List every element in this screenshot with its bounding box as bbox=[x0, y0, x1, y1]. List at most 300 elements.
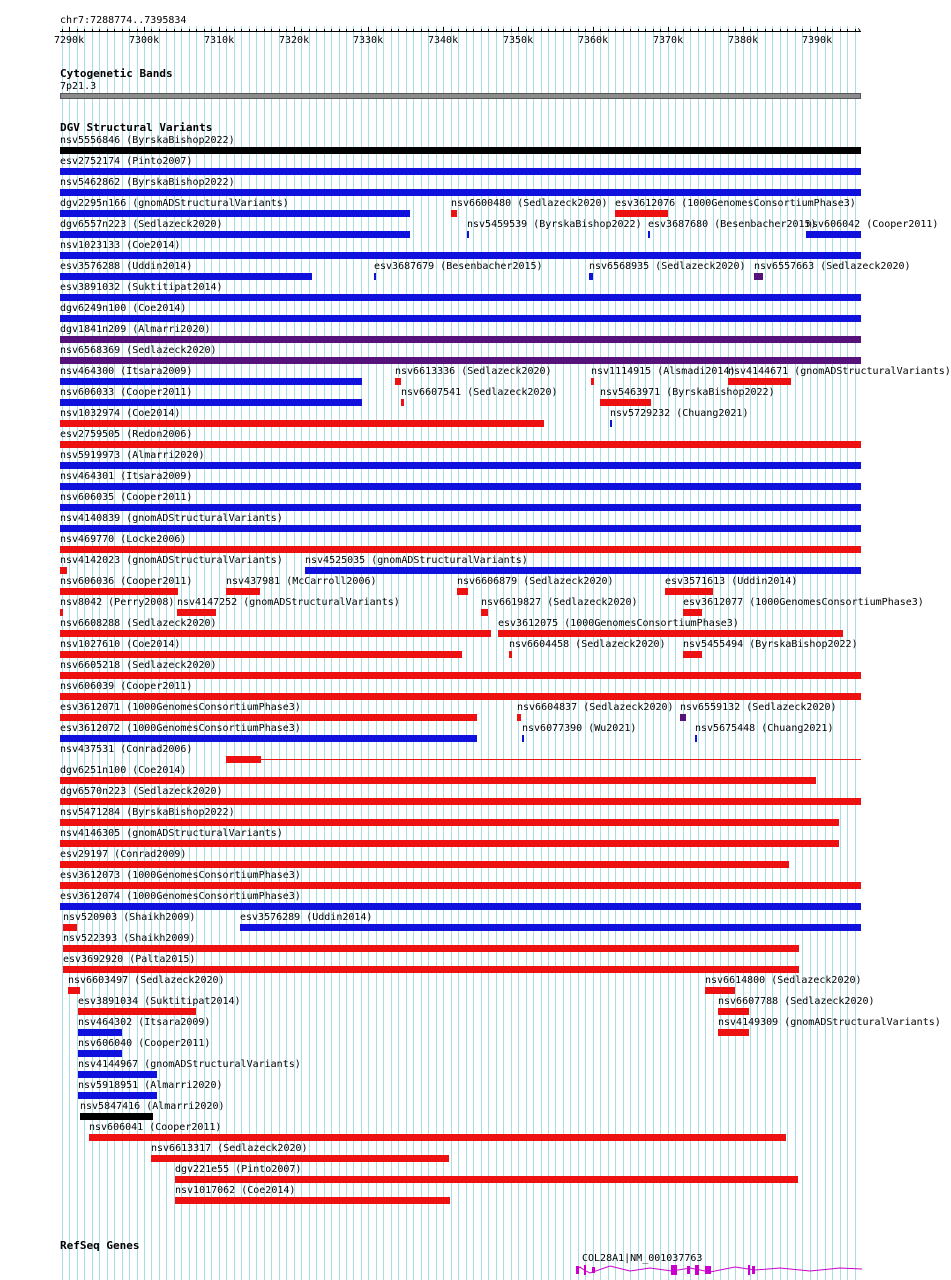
gene-model[interactable] bbox=[570, 1262, 865, 1278]
variant-label[interactable]: nsv522393 (Shaikh2009) bbox=[63, 933, 196, 944]
ruler-minor-tick bbox=[832, 29, 833, 32]
variant-label[interactable]: nsv6557663 (Sedlazeck2020) bbox=[754, 261, 911, 272]
exon bbox=[671, 1265, 677, 1275]
ruler-minor-tick bbox=[279, 29, 280, 32]
grid-line bbox=[780, 26, 781, 1280]
grid-line bbox=[578, 26, 579, 1280]
ruler-tick-label: 7310k bbox=[204, 35, 235, 46]
variant-label[interactable]: esv3571613 (Uddin2014) bbox=[665, 576, 798, 587]
grid-line bbox=[847, 26, 848, 1280]
variant-bar-loss[interactable] bbox=[175, 1176, 798, 1183]
ruler-minor-tick bbox=[847, 29, 848, 32]
ruler-minor-tick bbox=[346, 29, 347, 32]
variant-label[interactable]: nsv606041 (Cooper2011) bbox=[89, 1122, 222, 1133]
variant-label[interactable]: nsv5918951 (Almarri2020) bbox=[78, 1080, 223, 1091]
ruler-minor-tick bbox=[421, 29, 422, 32]
ruler-minor-tick bbox=[488, 29, 489, 32]
variant-label[interactable]: esv3891034 (Suktitipat2014) bbox=[78, 996, 241, 1007]
variant-label[interactable]: nsv5463971 (ByrskaBishop2022) bbox=[600, 387, 775, 398]
variant-label[interactable]: esv3612073 (1000GenomesConsortiumPhase3) bbox=[60, 870, 301, 881]
variant-label[interactable]: nsv606040 (Cooper2011) bbox=[78, 1038, 211, 1049]
variant-bar-loss[interactable] bbox=[718, 1008, 749, 1015]
ruler-minor-tick bbox=[234, 29, 235, 32]
ruler-minor-tick bbox=[256, 29, 257, 32]
variant-label[interactable]: nsv606035 (Cooper2011) bbox=[60, 492, 193, 503]
ruler-minor-tick bbox=[62, 29, 63, 32]
variant-label[interactable]: nsv6568369 (Sedlazeck2020) bbox=[60, 345, 217, 356]
ruler-minor-tick bbox=[555, 29, 556, 32]
grid-line bbox=[840, 26, 841, 1280]
variant-bar-loss[interactable] bbox=[60, 651, 462, 658]
variant-bar-both[interactable] bbox=[60, 357, 861, 364]
variant-label[interactable]: esv3612072 (1000GenomesConsortiumPhase3) bbox=[60, 723, 301, 734]
variant-label[interactable]: nsv464301 (Itsara2009) bbox=[60, 471, 193, 482]
variant-label[interactable]: nsv4140839 (gnomADStructuralVariants) bbox=[60, 513, 283, 524]
grid-line bbox=[608, 26, 609, 1280]
variant-bar-loss[interactable] bbox=[89, 1134, 786, 1141]
variant-label[interactable]: esv3687680 (Besenbacher2015) bbox=[648, 219, 817, 230]
grid-line bbox=[855, 26, 856, 1280]
variant-label[interactable]: nsv5847416 (Almarri2020) bbox=[80, 1101, 225, 1112]
variant-label[interactable]: nsv1017062 (Coe2014) bbox=[175, 1185, 296, 1196]
ruler-minor-tick bbox=[541, 29, 542, 32]
grid-line bbox=[832, 26, 833, 1280]
grid-line bbox=[570, 26, 571, 1280]
ruler-minor-tick bbox=[653, 29, 654, 32]
variant-bar-loss[interactable] bbox=[68, 987, 80, 994]
ruler-minor-tick bbox=[481, 29, 482, 32]
variant-label[interactable]: nsv4525035 (gnomADStructuralVariants) bbox=[305, 555, 528, 566]
exon bbox=[695, 1265, 699, 1275]
variant-bar-gain[interactable] bbox=[60, 525, 861, 532]
ruler-major-tick bbox=[69, 27, 70, 32]
variant-label[interactable]: dgv221e55 (Pinto2007) bbox=[175, 1164, 302, 1175]
variant-bar-loss[interactable] bbox=[401, 399, 404, 406]
variant-label[interactable]: esv3576289 (Uddin2014) bbox=[240, 912, 373, 923]
variant-bar-gain[interactable] bbox=[60, 903, 861, 910]
variant-bar-gain[interactable] bbox=[78, 1029, 122, 1036]
variant-label[interactable]: esv3612071 (1000GenomesConsortiumPhase3) bbox=[60, 702, 301, 713]
grid-line bbox=[466, 26, 467, 1280]
ruler-end-arrow: › bbox=[856, 25, 863, 36]
variant-bar-gain[interactable] bbox=[305, 567, 861, 574]
variant-bar-loss[interactable] bbox=[683, 609, 702, 616]
ruler-minor-tick bbox=[578, 29, 579, 32]
variant-bar-loss[interactable] bbox=[60, 693, 861, 700]
grid-line bbox=[675, 26, 676, 1280]
variant-bar-gain[interactable] bbox=[60, 231, 410, 238]
variant-label[interactable]: dgv6249n100 (Coe2014) bbox=[60, 303, 187, 314]
variant-span-line bbox=[261, 759, 861, 760]
ruler-minor-tick bbox=[473, 29, 474, 32]
dgv-track-title: DGV Structural Variants bbox=[60, 121, 213, 134]
variant-bar-loss[interactable] bbox=[226, 756, 261, 763]
ruler-minor-tick bbox=[466, 29, 467, 32]
variant-label[interactable]: dgv1841n209 (Almarri2020) bbox=[60, 324, 211, 335]
variant-label[interactable]: nsv5919973 (Almarri2020) bbox=[60, 450, 205, 461]
exon bbox=[752, 1266, 755, 1274]
variant-label[interactable]: nsv6604837 (Sedlazeck2020) bbox=[517, 702, 674, 713]
ruler-minor-tick bbox=[630, 29, 631, 32]
variant-bar-loss[interactable] bbox=[60, 420, 544, 427]
ruler-minor-tick bbox=[77, 29, 78, 32]
variant-label[interactable]: nsv6077390 (Wu2021) bbox=[522, 723, 637, 734]
variant-label[interactable]: nsv469770 (Locke2006) bbox=[60, 534, 187, 545]
variant-bar-loss[interactable] bbox=[63, 966, 799, 973]
variant-label[interactable]: nsv4147252 (gnomADStructuralVariants) bbox=[177, 597, 400, 608]
variant-bar-loss[interactable] bbox=[481, 609, 488, 616]
variant-bar-gain[interactable] bbox=[60, 273, 312, 280]
ruler-major-tick bbox=[443, 27, 444, 32]
ruler-minor-tick bbox=[451, 29, 452, 32]
variant-bar-loss[interactable] bbox=[60, 567, 67, 574]
variant-bar-loss[interactable] bbox=[683, 651, 702, 658]
ruler-major-tick bbox=[743, 27, 744, 32]
grid-line bbox=[585, 26, 586, 1280]
variant-label[interactable]: nsv5729232 (Chuang2021) bbox=[610, 408, 749, 419]
ruler-tick-label: 7370k bbox=[653, 35, 684, 46]
variant-bar-loss[interactable] bbox=[226, 588, 260, 595]
ruler-minor-tick bbox=[353, 29, 354, 32]
grid-line bbox=[503, 26, 504, 1280]
variant-bar-loss[interactable] bbox=[718, 1029, 749, 1036]
ruler-minor-tick bbox=[316, 29, 317, 32]
variant-label[interactable]: nsv4144967 (gnomADStructuralVariants) bbox=[78, 1059, 301, 1070]
variant-label[interactable]: nsv606033 (Cooper2011) bbox=[60, 387, 193, 398]
ruler-minor-tick bbox=[511, 29, 512, 32]
variant-bar-gain[interactable] bbox=[467, 231, 469, 238]
ruler-minor-tick bbox=[391, 29, 392, 32]
variant-bar-gain[interactable] bbox=[60, 483, 861, 490]
variant-bar-gain[interactable] bbox=[60, 399, 362, 406]
variant-label[interactable]: nsv8042 (Perry2008) bbox=[60, 597, 175, 608]
grid-line bbox=[802, 26, 803, 1280]
ruler-minor-tick bbox=[570, 29, 571, 32]
variant-label[interactable]: nsv437981 (McCarroll2006) bbox=[226, 576, 377, 587]
grid-line bbox=[713, 26, 714, 1280]
ruler-major-tick bbox=[368, 27, 369, 32]
ruler-minor-tick bbox=[92, 29, 93, 32]
variant-label[interactable]: nsv6606879 (Sedlazeck2020) bbox=[457, 576, 614, 587]
grid-line bbox=[810, 26, 811, 1280]
variant-bar-loss[interactable] bbox=[60, 441, 861, 448]
grid-line bbox=[750, 26, 751, 1280]
ruler-minor-tick bbox=[324, 29, 325, 32]
variant-bar-loss[interactable] bbox=[60, 777, 816, 784]
grid-line bbox=[496, 26, 497, 1280]
variant-label[interactable]: nsv1114915 (Alsmadi2014) bbox=[591, 366, 736, 377]
variant-label[interactable]: nsv6614800 (Sedlazeck2020) bbox=[705, 975, 862, 986]
ruler-minor-tick bbox=[428, 29, 429, 32]
grid-line bbox=[555, 26, 556, 1280]
variant-bar-loss[interactable] bbox=[60, 546, 861, 553]
variant-label[interactable]: nsv6619827 (Sedlazeck2020) bbox=[481, 597, 638, 608]
variant-label[interactable]: nsv4142023 (gnomADStructuralVariants) bbox=[60, 555, 283, 566]
variant-bar-gain[interactable] bbox=[610, 420, 612, 427]
ruler-minor-tick bbox=[122, 29, 123, 32]
variant-label[interactable]: nsv437531 (Conrad2006) bbox=[60, 744, 193, 755]
variant-label[interactable]: dgv6557n223 (Sedlazeck2020) bbox=[60, 219, 223, 230]
variant-bar-loss[interactable] bbox=[728, 378, 791, 385]
variant-label[interactable]: nsv6559132 (Sedlazeck2020) bbox=[680, 702, 837, 713]
variant-label[interactable]: esv3612077 (1000GenomesConsortiumPhase3) bbox=[683, 597, 924, 608]
ruler-minor-tick bbox=[189, 29, 190, 32]
variant-bar-loss[interactable] bbox=[60, 672, 861, 679]
variant-label[interactable]: nsv6613336 (Sedlazeck2020) bbox=[395, 366, 552, 377]
ruler-minor-tick bbox=[787, 29, 788, 32]
variant-bar-gain[interactable] bbox=[374, 273, 376, 280]
ruler-minor-tick bbox=[114, 29, 115, 32]
ruler-tick-label: 7290k bbox=[54, 35, 85, 46]
variant-bar-gain[interactable] bbox=[60, 378, 362, 385]
variant-bar-gain[interactable] bbox=[60, 294, 861, 301]
variant-bar-loss[interactable] bbox=[60, 840, 839, 847]
ruler-minor-tick bbox=[585, 29, 586, 32]
ruler-minor-tick bbox=[174, 29, 175, 32]
variant-label[interactable]: nsv5556846 (ByrskaBishop2022) bbox=[60, 135, 235, 146]
variant-label[interactable]: nsv5459539 (ByrskaBishop2022) bbox=[467, 219, 642, 230]
variant-bar-loss[interactable] bbox=[509, 651, 512, 658]
ruler-minor-tick bbox=[645, 29, 646, 32]
variant-bar-both[interactable] bbox=[60, 336, 861, 343]
variant-bar-gain[interactable] bbox=[78, 1050, 122, 1057]
ruler-minor-tick bbox=[735, 29, 736, 32]
ruler-minor-tick bbox=[137, 29, 138, 32]
variant-label[interactable]: nsv464302 (Itsara2009) bbox=[78, 1017, 211, 1028]
variant-bar-loss[interactable] bbox=[60, 819, 839, 826]
variant-label[interactable]: nsv6605218 (Sedlazeck2020) bbox=[60, 660, 217, 671]
variant-bar-gain[interactable] bbox=[60, 735, 477, 742]
ruler-tick-label: 7340k bbox=[428, 35, 459, 46]
ruler-minor-tick bbox=[301, 29, 302, 32]
variant-bar-loss[interactable] bbox=[591, 378, 594, 385]
variant-label[interactable]: nsv5471284 (ByrskaBishop2022) bbox=[60, 807, 235, 818]
variant-bar-gain[interactable] bbox=[60, 504, 861, 511]
ruler-minor-tick bbox=[608, 29, 609, 32]
ruler-minor-tick bbox=[533, 29, 534, 32]
ruler-minor-tick bbox=[623, 29, 624, 32]
variant-label[interactable]: esv3687679 (Besenbacher2015) bbox=[374, 261, 543, 272]
ruler-minor-tick bbox=[705, 29, 706, 32]
variant-bar-loss[interactable] bbox=[665, 588, 713, 595]
variant-label[interactable]: esv2759505 (Redon2006) bbox=[60, 429, 193, 440]
grid-line bbox=[705, 26, 706, 1280]
gene-label[interactable]: COL28A1|NM_001037763 bbox=[582, 1253, 703, 1264]
variant-bar-gain[interactable] bbox=[78, 1071, 157, 1078]
variant-bar-gain[interactable] bbox=[60, 315, 861, 322]
variant-label[interactable]: nsv606039 (Cooper2011) bbox=[60, 681, 193, 692]
grid-line bbox=[600, 26, 601, 1280]
variant-bar-loss[interactable] bbox=[60, 588, 178, 595]
ruler-tick-label: 7380k bbox=[728, 35, 759, 46]
variant-bar-gain[interactable] bbox=[78, 1092, 157, 1099]
grid-line bbox=[787, 26, 788, 1280]
ruler-minor-tick bbox=[780, 29, 781, 32]
cytoband-bar[interactable] bbox=[60, 93, 861, 99]
variant-bar-complex[interactable] bbox=[60, 147, 861, 154]
variant-bar-loss[interactable] bbox=[498, 630, 843, 637]
ruler-major-tick bbox=[593, 27, 594, 32]
variant-bar-loss[interactable] bbox=[705, 987, 735, 994]
ruler-minor-tick bbox=[211, 29, 212, 32]
variant-label[interactable]: nsv6613317 (Sedlazeck2020) bbox=[151, 1143, 308, 1154]
variant-label[interactable]: nsv6600480 (Sedlazeck2020) bbox=[451, 198, 608, 209]
variant-bar-loss[interactable] bbox=[517, 714, 521, 721]
variant-label[interactable]: nsv6607541 (Sedlazeck2020) bbox=[401, 387, 558, 398]
variant-label[interactable]: nsv4146305 (gnomADStructuralVariants) bbox=[60, 828, 283, 839]
variant-bar-gain[interactable] bbox=[60, 189, 861, 196]
variant-bar-gain[interactable] bbox=[522, 735, 524, 742]
variant-bar-loss[interactable] bbox=[177, 609, 216, 616]
variant-bar-loss[interactable] bbox=[60, 714, 477, 721]
ruler-minor-tick bbox=[503, 29, 504, 32]
ruler-minor-tick bbox=[264, 29, 265, 32]
ruler-minor-tick bbox=[690, 29, 691, 32]
variant-label[interactable]: esv3612075 (1000GenomesConsortiumPhase3) bbox=[498, 618, 739, 629]
ruler-major-tick bbox=[144, 27, 145, 32]
ruler-tick-label: 7350k bbox=[503, 35, 534, 46]
grid-line bbox=[526, 26, 527, 1280]
variant-label[interactable]: esv29197 (Conrad2009) bbox=[60, 849, 187, 860]
grid-line bbox=[757, 26, 758, 1280]
ruler-major-tick bbox=[817, 27, 818, 32]
variant-label[interactable]: nsv6568935 (Sedlazeck2020) bbox=[589, 261, 746, 272]
grid-line bbox=[533, 26, 534, 1280]
variant-label[interactable]: esv3612076 (1000GenomesConsortiumPhase3) bbox=[615, 198, 856, 209]
variant-label[interactable]: dgv6251n100 (Coe2014) bbox=[60, 765, 187, 776]
variant-bar-loss[interactable] bbox=[615, 210, 668, 217]
ruler-minor-tick bbox=[638, 29, 639, 32]
ruler-minor-tick bbox=[151, 29, 152, 32]
variant-bar-loss[interactable] bbox=[395, 378, 401, 385]
ruler-position: chr7:7288774..7395834 bbox=[60, 15, 187, 26]
variant-bar-loss[interactable] bbox=[60, 861, 789, 868]
ruler-minor-tick bbox=[840, 29, 841, 32]
variant-bar-loss[interactable] bbox=[451, 210, 457, 217]
variant-label[interactable]: nsv6608288 (Sedlazeck2020) bbox=[60, 618, 217, 629]
variant-bar-loss[interactable] bbox=[60, 609, 63, 616]
ruler-minor-tick bbox=[331, 29, 332, 32]
variant-label[interactable]: esv3891032 (Suktitipat2014) bbox=[60, 282, 223, 293]
variant-label[interactable]: dgv6570n223 (Sedlazeck2020) bbox=[60, 786, 223, 797]
grid-line bbox=[473, 26, 474, 1280]
grid-line bbox=[488, 26, 489, 1280]
variant-label[interactable]: esv3612074 (1000GenomesConsortiumPhase3) bbox=[60, 891, 301, 902]
variant-label[interactable]: nsv1023133 (Coe2014) bbox=[60, 240, 181, 251]
ruler-minor-tick bbox=[810, 29, 811, 32]
variant-bar-loss[interactable] bbox=[60, 630, 491, 637]
variant-bar-complex[interactable] bbox=[80, 1113, 153, 1120]
variant-label[interactable]: nsv4149309 (gnomADStructuralVariants) bbox=[718, 1017, 941, 1028]
exon bbox=[748, 1265, 750, 1275]
ruler-minor-tick bbox=[615, 29, 616, 32]
ruler-minor-tick bbox=[526, 29, 527, 32]
variant-bar-loss[interactable] bbox=[63, 924, 77, 931]
grid-line bbox=[563, 26, 564, 1280]
variant-bar-both[interactable] bbox=[754, 273, 763, 280]
variant-label[interactable]: nsv520903 (Shaikh2009) bbox=[63, 912, 196, 923]
ruler-minor-tick bbox=[713, 29, 714, 32]
variant-bar-gain[interactable] bbox=[695, 735, 697, 742]
variant-bar-loss[interactable] bbox=[600, 399, 651, 406]
ruler-minor-tick bbox=[458, 29, 459, 32]
variant-label[interactable]: esv2752174 (Pinto2007) bbox=[60, 156, 193, 167]
variant-label[interactable]: nsv1027610 (Coe2014) bbox=[60, 639, 181, 650]
variant-label[interactable]: nsv606036 (Cooper2011) bbox=[60, 576, 193, 587]
variant-bar-loss[interactable] bbox=[457, 588, 468, 595]
grid-line bbox=[795, 26, 796, 1280]
refseq-track-title: RefSeq Genes bbox=[60, 1239, 140, 1252]
variant-bar-both[interactable] bbox=[680, 714, 686, 721]
variant-label[interactable]: nsv6607788 (Sedlazeck2020) bbox=[718, 996, 875, 1007]
variant-bar-loss[interactable] bbox=[60, 798, 861, 805]
ruler-minor-tick bbox=[750, 29, 751, 32]
variant-bar-gain[interactable] bbox=[806, 231, 861, 238]
ruler-minor-tick bbox=[204, 29, 205, 32]
ruler-minor-tick bbox=[772, 29, 773, 32]
grid-line bbox=[593, 26, 594, 1280]
ruler-minor-tick bbox=[683, 29, 684, 32]
ruler-minor-tick bbox=[728, 29, 729, 32]
ruler-minor-tick bbox=[107, 29, 108, 32]
ruler-minor-tick bbox=[757, 29, 758, 32]
variant-bar-gain[interactable] bbox=[240, 924, 861, 931]
ruler-tick-label: 7300k bbox=[129, 35, 160, 46]
grid-line bbox=[772, 26, 773, 1280]
variant-label[interactable]: nsv5675448 (Chuang2021) bbox=[695, 723, 834, 734]
variant-bar-gain[interactable] bbox=[60, 168, 861, 175]
grid-line bbox=[720, 26, 721, 1280]
ruler-minor-tick bbox=[600, 29, 601, 32]
variant-bar-loss[interactable] bbox=[151, 1155, 449, 1162]
grid-line bbox=[541, 26, 542, 1280]
ruler-tick-label: 7320k bbox=[279, 35, 310, 46]
variant-bar-loss[interactable] bbox=[78, 1008, 196, 1015]
grid-line bbox=[548, 26, 549, 1280]
ruler-minor-tick bbox=[720, 29, 721, 32]
variant-label[interactable]: nsv6603497 (Sedlazeck2020) bbox=[68, 975, 225, 986]
variant-bar-loss[interactable] bbox=[63, 945, 799, 952]
variant-bar-gain[interactable] bbox=[60, 252, 861, 259]
variant-bar-loss[interactable] bbox=[60, 882, 861, 889]
variant-label[interactable]: nsv4144671 (gnomADStructuralVariants) bbox=[728, 366, 951, 377]
ruler-minor-tick bbox=[413, 29, 414, 32]
variant-label[interactable]: nsv606042 (Cooper2011) bbox=[806, 219, 939, 230]
variant-label[interactable]: esv3692920 (Palta2015) bbox=[63, 954, 196, 965]
ruler-minor-tick bbox=[286, 29, 287, 32]
ruler-major-tick bbox=[668, 27, 669, 32]
variant-label[interactable]: nsv6604458 (Sedlazeck2020) bbox=[509, 639, 666, 650]
ruler-minor-tick bbox=[436, 29, 437, 32]
ruler-minor-tick bbox=[84, 29, 85, 32]
variant-bar-gain[interactable] bbox=[60, 462, 861, 469]
variant-bar-gain[interactable] bbox=[648, 231, 650, 238]
variant-bar-loss[interactable] bbox=[175, 1197, 450, 1204]
grid-line bbox=[668, 26, 669, 1280]
variant-bar-gain[interactable] bbox=[589, 273, 593, 280]
ruler-minor-tick bbox=[825, 29, 826, 32]
variant-label[interactable]: nsv1032974 (Coe2014) bbox=[60, 408, 181, 419]
variant-label[interactable]: nsv5462862 (ByrskaBishop2022) bbox=[60, 177, 235, 188]
variant-label[interactable]: nsv464300 (Itsara2009) bbox=[60, 366, 193, 377]
ruler-minor-tick bbox=[660, 29, 661, 32]
grid-line bbox=[765, 26, 766, 1280]
variant-label[interactable]: nsv5455494 (ByrskaBishop2022) bbox=[683, 639, 858, 650]
ruler-minor-tick bbox=[698, 29, 699, 32]
variant-bar-gain[interactable] bbox=[60, 210, 410, 217]
variant-label[interactable]: dgv2295n166 (gnomADStructuralVariants) bbox=[60, 198, 289, 209]
variant-label[interactable]: esv3576288 (Uddin2014) bbox=[60, 261, 193, 272]
